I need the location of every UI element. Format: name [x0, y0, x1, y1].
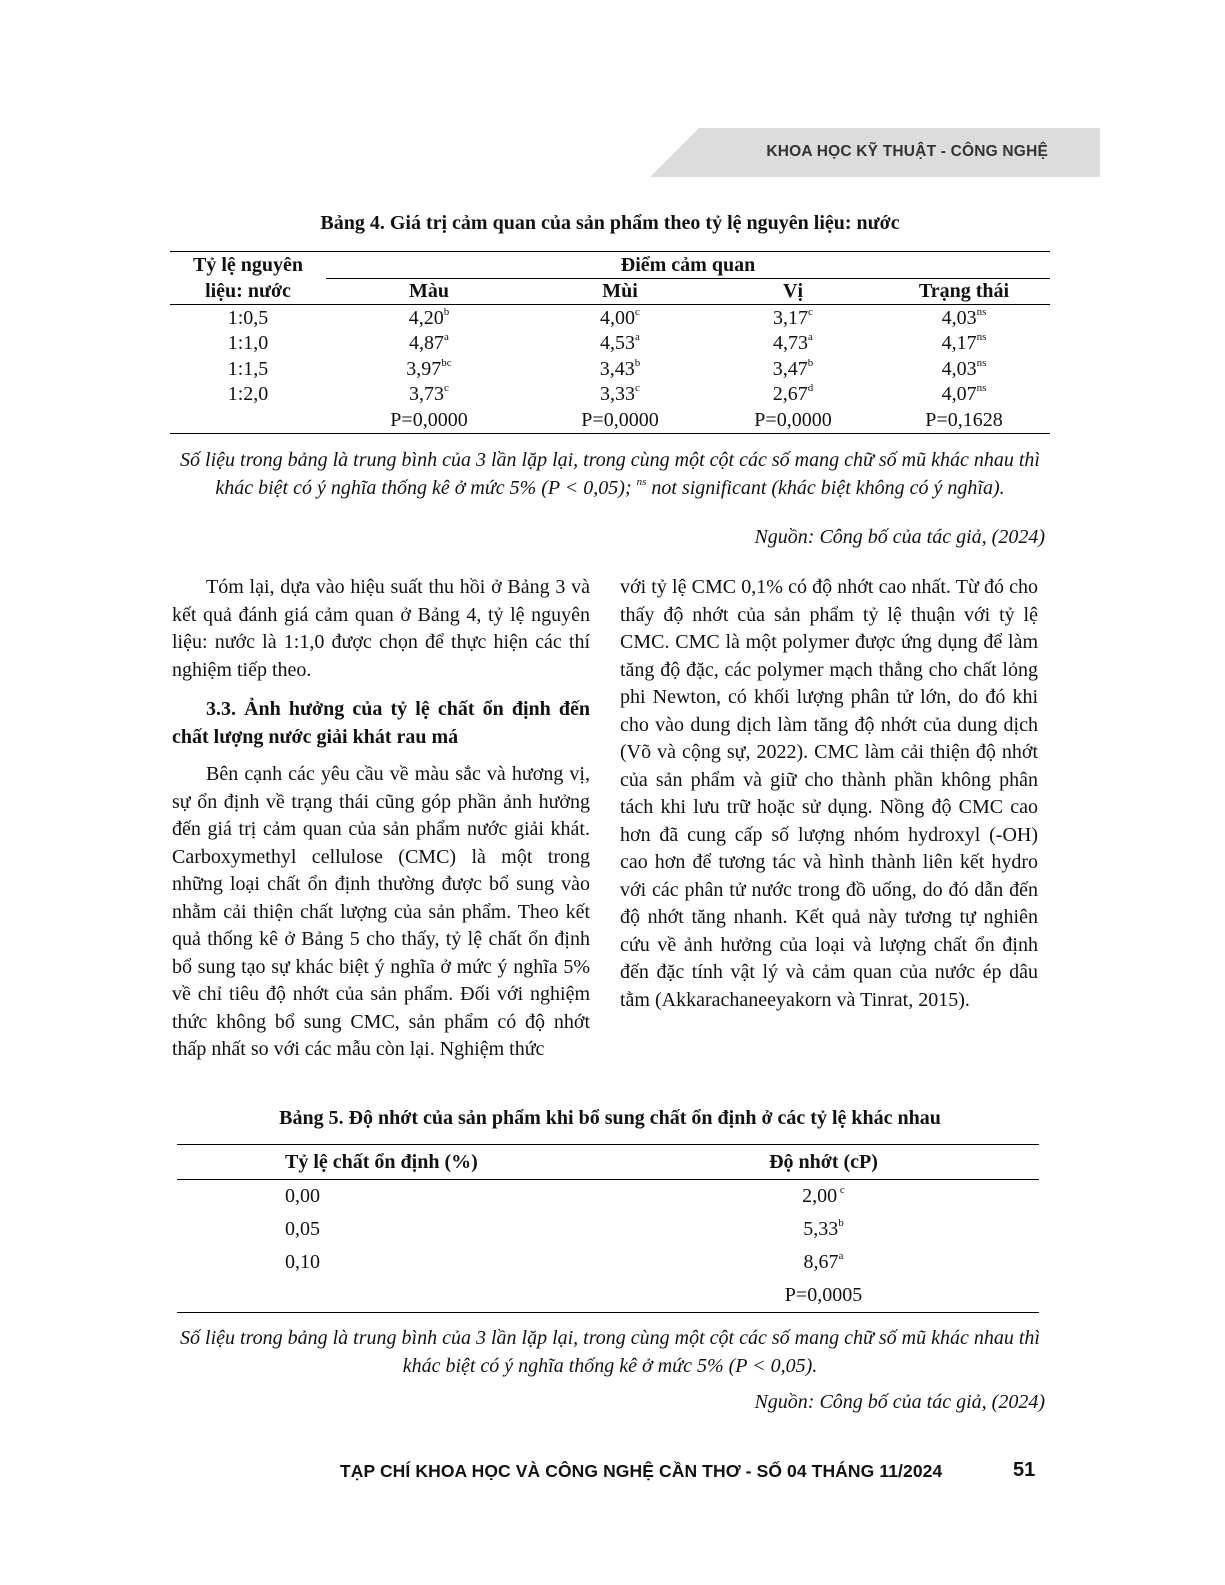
table5: [177, 1144, 1039, 1313]
table4-ratio: 1:2,0: [227, 383, 269, 406]
table4-row-header-1: Tỷ lệ nguyên: [170, 252, 326, 279]
table5-ratio: 0,05: [285, 1218, 320, 1240]
paragraph: Tóm lại, dựa vào hiệu suất thu hồi ở Bảng 3 và kết quả đánh giá cảm quan ở Bảng 4, tỷ lệ nguyên liệu: nước là 1:1,0 được chọn để thực hiện các thí nghiệm tiếp theo.: [172, 576, 590, 681]
paragraph: với tỷ lệ CMC 0,1% có độ nhớt cao nhất. Từ đó cho thấy độ nhớt của sản phẩm tỷ lệ thuận với tỷ lệ CMC. CMC là một polymer được ứng dụng để làm tăng độ đặc, các polymer mạch thẳng cho chất lỏng phi Newton, có khối lượng phân tử lớn, do đó khi cho vào dung dịch làm tăng độ nhớt của dung dịch (Võ và cộng sự, 2022). CMC làm cải thiện độ nhớt của sản phẩm và giữ cho thành phần không phân tách khi lưu trữ hoặc sử dụng. Nồng độ CMC cao hơn đã cung cấp số lượng nhóm hydroxyl (-OH) cao hơn để tương tác và hình thành liên kết hydro với các phân tử nước trong đồ uống, do đó dẫn đến độ nhớt tăng nhanh. Kết quả này tương tự nghiên cứu về ảnh hưởng của loại và lượng chất ổn định đến đặc tính vật lý và cảm quan của nước ép dâu tằm (Akkarachaneeyakorn và Tinrat, 2015).: [620, 576, 1038, 1011]
table-row: [177, 1180, 1039, 1214]
table4-note: Số liệu trong bảng là trung bình của 3 lần lặp lại, trong cùng một cột các số mang chữ số mũ khác nhau thì khác biệt có ý nghĩa thống kê ở mức 5% (P < 0,05); $^{ns}$ not significant (khác biệt không có ý nghĩa).: [180, 449, 1040, 499]
table4-col-header: Mùi: [532, 278, 708, 305]
left-column: [172, 574, 590, 1064]
table5-ratio: 0,10: [285, 1251, 320, 1273]
section-title: KHOA HỌC KỸ THUẬT - CÔNG NGHỆ: [766, 143, 1048, 160]
table-row: [170, 407, 1050, 433]
table4-caption: Bảng 4. Giá trị cảm quan của sản phẩm theo tỷ lệ nguyên liệu: nước: [320, 212, 900, 234]
section-header-band: [650, 128, 1100, 177]
table4-source: Nguồn: Công bố của tác giả, (2024): [754, 526, 1045, 548]
table4-cell: 3,17$^c$: [773, 305, 813, 329]
table4-cell: 4,87$^a$: [409, 331, 449, 355]
right-column: [620, 574, 1038, 1014]
table5-cell: 2,00 $^c$: [802, 1184, 845, 1207]
table5-p-value: P=0,0005: [608, 1279, 1039, 1313]
table4-ratio: 1:0,5: [227, 306, 269, 329]
table5-note: Số liệu trong bảng là trung bình của 3 lần lặp lại, trong cùng một cột các số mang chữ số mũ khác nhau thì khác biệt có ý nghĩa thống kê ở mức 5% (P < 0,05).: [180, 1327, 1040, 1377]
table4-ratio: 1:1,5: [227, 357, 269, 380]
table4-cell: 3,97$^{bc}$: [406, 356, 452, 380]
table5-caption: Bảng 5. Độ nhớt của sản phẩm khi bổ sung chất ổn định ở các tỷ lệ khác nhau: [279, 1107, 941, 1129]
table4-cell: 4,53$^a$: [600, 331, 640, 355]
table4-p-value: P=0,1628: [878, 407, 1050, 433]
table4-cell: 2,67$^d$: [772, 382, 814, 406]
table4-p-value: P=0,0000: [326, 407, 532, 433]
table4-cell: 4,73$^a$: [773, 331, 813, 355]
table4-cell: 4,20$^b$: [408, 305, 450, 329]
table4-p-value: P=0,0000: [532, 407, 708, 433]
table5-cell: 5,33$^b$: [803, 1217, 844, 1240]
page-number: 51: [1013, 1459, 1036, 1481]
table4-row-header-2: liệu: nước: [170, 278, 326, 305]
table4-col-header: Màu: [326, 278, 532, 305]
table5-ratio: 0,00: [285, 1185, 320, 1207]
table4-cell: $4,03^{ns}$: [941, 356, 987, 380]
table5-col-header: Tỷ lệ chất ổn định (%): [177, 1145, 608, 1180]
table-row: [170, 382, 1050, 408]
table4-cell: $4,03^{ns}$: [941, 305, 987, 329]
journal-footer: TẠP CHÍ KHOA HỌC VÀ CÔNG NGHỆ CẦN THƠ - SỐ 04 THÁNG 11/2024: [340, 1461, 943, 1481]
table-row: [170, 305, 1050, 331]
table4-cell: 3,47$^b$: [772, 356, 814, 380]
table-row: [170, 356, 1050, 382]
table-row: [177, 1279, 1039, 1313]
table4-p-value: P=0,0000: [708, 407, 878, 433]
table4-cell: 3,33$^c$: [600, 382, 640, 406]
table4-cell: $4,17^{ns}$: [941, 331, 987, 355]
table4: [170, 251, 1050, 434]
table-row: [170, 331, 1050, 357]
table5-source: Nguồn: Công bố của tác giả, (2024): [754, 1391, 1045, 1413]
table-row: [177, 1213, 1039, 1246]
table4-cell: 3,43$^b$: [599, 356, 641, 380]
table4-cell: 4,00$^c$: [600, 305, 640, 329]
table4-cell: $4,07^{ns}$: [941, 382, 987, 406]
table4-cell: 3,73$^c$: [409, 382, 449, 406]
table5-col-header: Độ nhớt (cP): [608, 1145, 1039, 1180]
table5-cell: 8,67$^a$: [803, 1250, 844, 1273]
table4-group-header: Điểm cảm quan: [326, 252, 1050, 279]
table4-ratio: 1:1,0: [227, 332, 269, 355]
table-row: [177, 1246, 1039, 1279]
table4-col-header: Trạng thái: [878, 278, 1050, 305]
paragraph: Bên cạnh các yêu cầu về màu sắc và hương vị, sự ổn định về trạng thái cũng góp phần ảnh hưởng đến giá trị cảm quan của sản phẩm nước giải khát. Carboxymethyl cellulose (CMC) là một trong những loại chất ổn định thường được bổ sung vào nhằm cải thiện chất lượng của sản phẩm. Theo kết quả thống kê ở Bảng 5 cho thấy, tỷ lệ chất ổn định bổ sung tạo sự khác biệt ý nghĩa ở mức ý nghĩa 5% về chỉ tiêu độ nhớt của sản phẩm. Đối với nghiệm thức không bổ sung CMC, sản phẩm có độ nhớt thấp nhất so với các mẫu còn lại. Nghiệm thức: [172, 763, 590, 1060]
table4-col-header: Vị: [708, 278, 878, 305]
section-heading: 3.3. Ảnh hưởng của tỷ lệ chất ổn định đến chất lượng nước giải khát rau má: [172, 698, 590, 748]
